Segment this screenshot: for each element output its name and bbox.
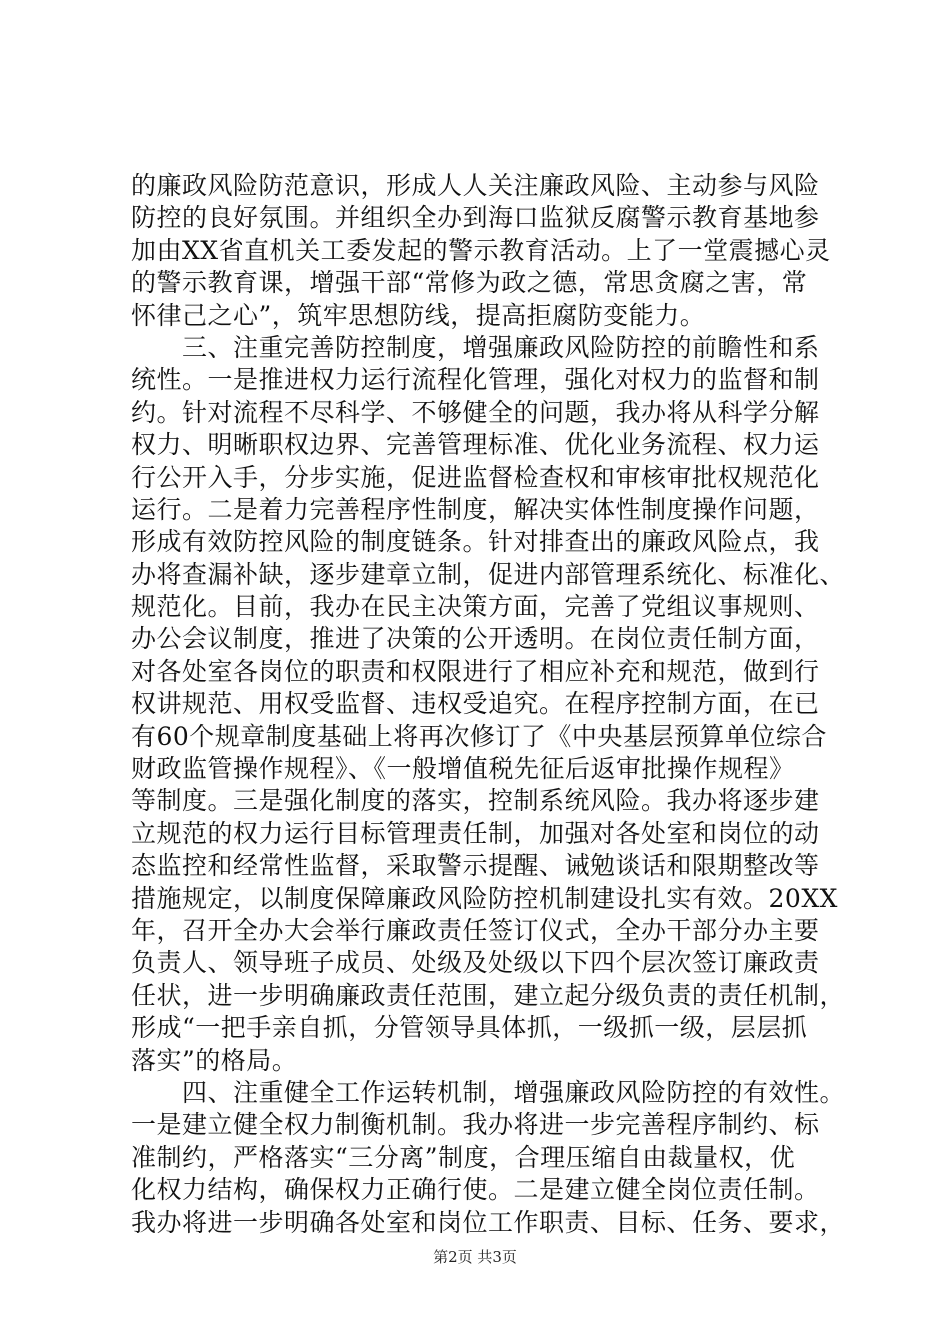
page-number-footer: 第2页 共3页 [433, 1248, 517, 1266]
text-line: 统性。一是推进权力运行流程化管理，强化对权力的监督和制 [131, 365, 820, 395]
text-line: 对各处室各岗位的职责和权限进行了相应补充和规范，做到行 [131, 656, 820, 686]
text-line: 四、注重健全工作运转机制，增强廉政风险防控的有效性。 [131, 1077, 846, 1107]
text-line: 态监控和经常性监督，采取警示提醒、诫勉谈话和限期整改等 [131, 851, 820, 881]
text-line: 负责人、领导班子成员、处级及处级以下四个层次签订廉政责 [131, 948, 820, 978]
text-line: 权力、明晰职权边界、完善管理标准、优化业务流程、权力运 [131, 430, 820, 460]
text-line: 准制约，严格落实“三分离”制度，合理压缩自由裁量权，优 [131, 1142, 796, 1172]
text-line: 措施规定，以制度保障廉政风险防控机制建设扎实有效。20XX [131, 883, 838, 913]
text-line: 加由XX省直机关工委发起的警示教育活动。上了一堂震撼心灵 [131, 235, 831, 265]
text-line: 立规范的权力运行目标管理责任制，加强对各处室和岗位的动 [131, 818, 820, 848]
body-text [131, 170, 846, 1239]
text-line: 财政监管操作规程》、《一般增值税先征后返审批操作规程》 [131, 754, 795, 784]
text-line: 运行。二是着力完善程序性制度，解决实体性制度操作问题， [131, 494, 820, 524]
text-line: 任状，进一步明确廉政责任范围，建立起分级负责的责任机制， [131, 980, 846, 1010]
text-line: 办公会议制度，推进了决策的公开透明。在岗位责任制方面， [131, 624, 820, 654]
text-line: 落实”的格局。 [131, 1045, 298, 1075]
text-line: 的廉政风险防范意识，形成人人关注廉政风险、主动参与风险 [131, 171, 820, 200]
text-line: 办将查漏补缺，逐步建章立制，促进内部管理系统化、标准化、 [131, 559, 846, 589]
text-line: 行公开入手，分步实施，促进监督检查权和审核审批权规范化 [131, 462, 820, 492]
text-line: 的警示教育课，增强干部“常修为政之德，常思贪腐之害，常 [131, 268, 808, 298]
text-line: 有60个规章制度基础上将再次修订了《中央基层预算单位综合 [131, 721, 827, 751]
text-line: 三、注重完善防控制度，增强廉政风险防控的前瞻性和系 [131, 332, 820, 362]
text-line: 等制度。三是强化制度的落实，控制系统风险。我办将逐步建 [131, 786, 820, 816]
text-line: 形成有效防控风险的制度链条。针对排查出的廉政风险点，我 [131, 527, 820, 557]
text-line: 一是建立健全权力制衡机制。我办将进一步完善程序制约、标 [131, 1110, 820, 1140]
text-line: 规范化。目前，我办在民主决策方面，完善了党组议事规则、 [131, 592, 820, 622]
text-line: 我办将进一步明确各处室和岗位工作职责、目标、任务、要求， [131, 1207, 846, 1237]
text-line: 年，召开全办大会举行廉政责任签订仪式，全办干部分办主要 [131, 915, 820, 945]
text-line: 权讲规范、用权受监督、违权受追究。在程序控制方面，在已 [131, 689, 820, 719]
text-line: 形成“一把手亲自抓，分管领导具体抓，一级抓一级，层层抓 [131, 1013, 808, 1043]
text-line: 防控的良好氛围。并组织全办到海口监狱反腐警示教育基地参 [131, 203, 820, 233]
text-line: 约。针对流程不尽科学、不够健全的问题，我办将从科学分解 [131, 397, 820, 427]
text-line: 怀律己之心”，筑牢思想防线，提高拒腐防变能力。 [131, 300, 706, 330]
text-line: 化权力结构，确保权力正确行使。二是建立健全岗位责任制。 [131, 1175, 820, 1205]
